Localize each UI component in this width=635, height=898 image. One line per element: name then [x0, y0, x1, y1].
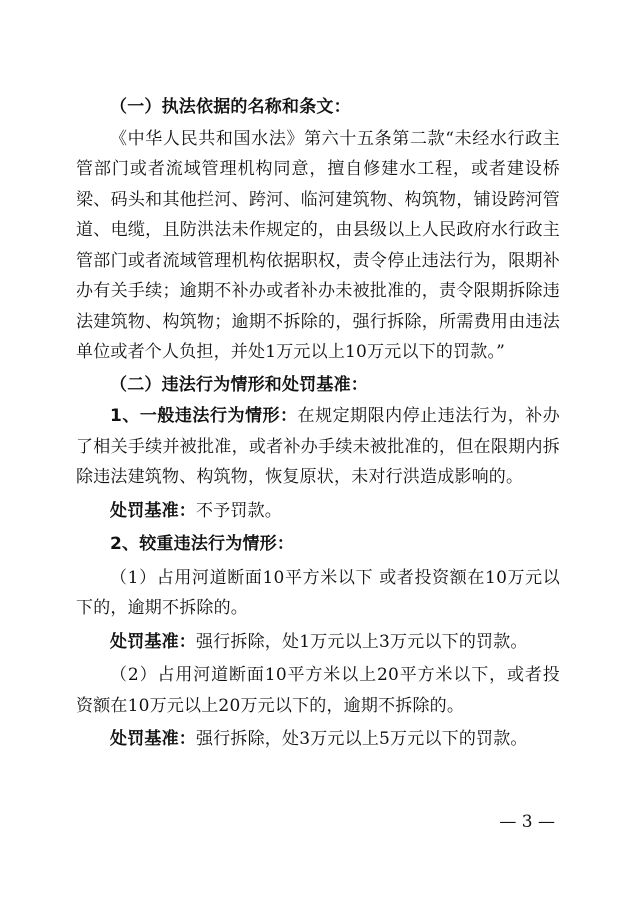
serious-penalty-1-text: 强行拆除，处1万元以上3万元以下的罚款。	[196, 631, 528, 652]
serious-violation-label: 2、较重违法行为情形：	[110, 534, 295, 554]
general-penalty-text: 不予罚款。	[196, 500, 282, 521]
general-penalty-paragraph	[76, 496, 560, 527]
general-penalty-label: 处罚基准：	[110, 500, 196, 521]
page-number: — 3 —	[499, 812, 555, 832]
section-1-legal-text: 《中华人民共和国水法》第六十五条第二款“未经水行政主管部门或者流域管理机构同意，擅自修建水工程，或者建设桥梁、码头和其他拦河、跨河、临河建筑物、构筑物，铺设跨河管道、电缆，且防洪法未作规定的，由县级以上人民政府水行政主管部门或者流域管理机构依据职权，责令停止违法行为，限期补办有关手续；逾期不补办或者补办未被批准的，责令限期拆除违法建筑物、构筑物；逾期不拆除的，强行拆除，所需费用由违法单位或者个人负担，并处1万元以上10万元以下的罚款。”	[76, 128, 560, 362]
serious-item-2: （2）占用河道断面10平方米以上20平方米以下，或者投资额在10万元以上20万元以下的，逾期不拆除的。	[76, 665, 560, 716]
general-violation-text: 在规定期限内停止违法行为，补办了相关手续并被批准，或者补办手续未被批准的，但在限期内拆除违法建筑物、构筑物，恢复原状，未对行洪造成影响的。	[76, 406, 561, 487]
section-2-heading: （二）违法行为情形和处罚基准：	[110, 374, 368, 395]
section-1-heading: （一）执法依据的名称和条文：	[110, 97, 351, 117]
serious-penalty-1-label: 处罚基准：	[110, 631, 196, 652]
document-body	[76, 92, 560, 755]
serious-item-1: （1）占用河道断面10平方米以下 或者投资额在10万元以下的，逾期不拆除的。	[76, 567, 560, 618]
serious-penalty-2-label: 处罚基准：	[110, 729, 196, 749]
serious-penalty-2-paragraph	[76, 724, 560, 755]
serious-penalty-1-paragraph	[76, 627, 560, 658]
general-violation-label: 1、一般违法行为情形：	[110, 406, 298, 426]
serious-penalty-2-text: 强行拆除，处3万元以上5万元以下的罚款。	[196, 729, 528, 749]
general-violation-paragraph	[76, 401, 560, 493]
